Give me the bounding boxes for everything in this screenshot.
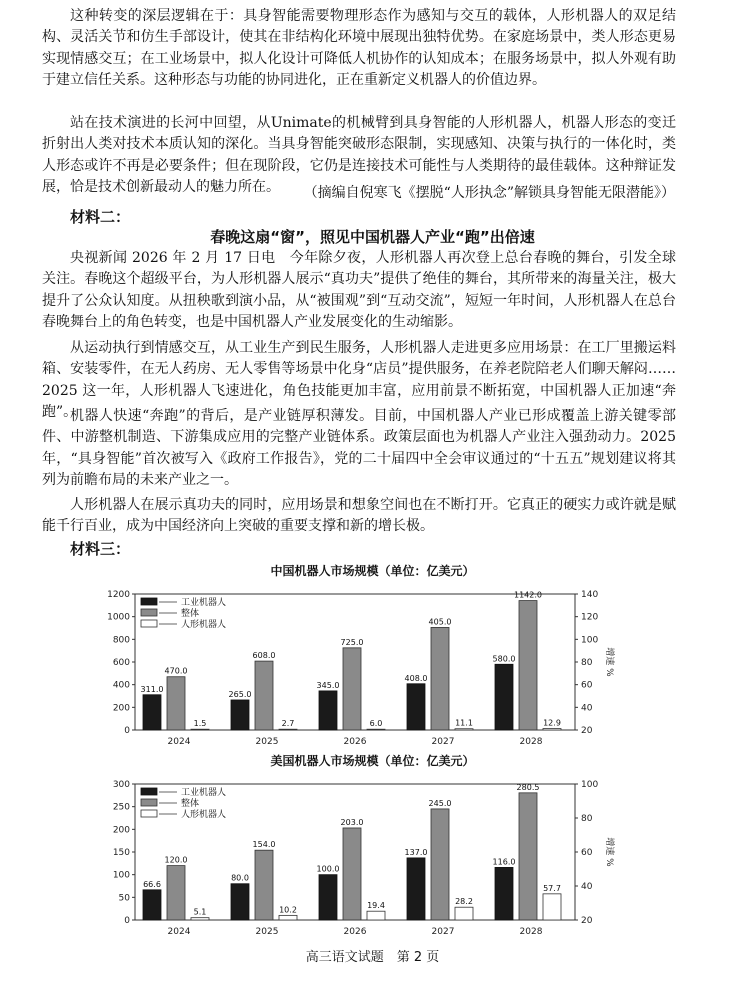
china-y2tick-label: 40 (581, 703, 593, 714)
material2-paragraph-4: 人形机器人在展示真功夫的同时，应用场景和想象空间也在不断打开。它真正的硬实力或许就是赋能千行百业，成为中国经济向上突破的重要支撑和新的增长极。 (42, 497, 676, 535)
china-bar-value-label: 580.0 (492, 654, 516, 664)
usa-bar-industrial (231, 884, 249, 920)
china-robot-market-chart (95, 580, 655, 750)
material1-source: （摘编自倪寒飞《摆脱“人形执念”解锁具身智能无限潜能》） (303, 185, 675, 201)
usa-bar-value-label: 28.2 (455, 897, 473, 907)
usa-ytick-label: 150 (112, 848, 130, 858)
china-y2tick-label: 80 (581, 658, 593, 668)
china-bar-value-label: 405.0 (428, 617, 452, 627)
china-legend-label: 工业机器人 (181, 598, 227, 608)
china-ytick-label: 0 (124, 726, 130, 736)
usa-bar-industrial (407, 858, 425, 920)
china-legend-swatch (141, 609, 157, 616)
material3-label: 材料三： (70, 540, 131, 558)
usa-bar-value-label: 120.0 (164, 855, 188, 865)
usa-category-label: 2026 (343, 927, 367, 937)
usa-bar-value-label: 100.0 (316, 864, 340, 874)
china-bar-overall (519, 601, 537, 730)
china-category-label: 2028 (519, 737, 543, 747)
usa-category-label: 2027 (431, 927, 455, 937)
usa-chart-title: 美国机器人市场规模（单位：亿美元） (270, 754, 475, 768)
usa-robot-market-chart (95, 770, 655, 940)
china-bar-industrial (495, 664, 513, 730)
china-ytick-label: 1000 (107, 612, 130, 623)
china-legend-swatch (141, 598, 157, 605)
usa-bar-humanoid (367, 911, 385, 920)
usa-bar-overall (167, 866, 185, 920)
china-y2tick-label: 140 (581, 590, 599, 600)
usa-ytick-label: 200 (112, 825, 130, 836)
usa-y2tick-label: 20 (581, 916, 593, 926)
china-bar-overall (343, 648, 361, 730)
china-category-label: 2026 (343, 737, 367, 747)
usa-bar-value-label: 80.0 (231, 873, 249, 883)
china-legend-label: 人形机器人 (181, 620, 227, 630)
usa-legend-label: 工业机器人 (181, 788, 227, 798)
china-bar-value-label: 725.0 (340, 637, 364, 647)
china-legend-swatch (141, 620, 157, 627)
china-ytick-label: 800 (112, 635, 130, 646)
usa-y2tick-label: 80 (581, 814, 593, 824)
china-chart-title: 中国机器人市场规模（单位：亿美元） (270, 564, 475, 578)
material2-paragraph-3: 机器人快速“奔跑”的背后，是产业链厚积薄发。目前，中国机器人产业已形成覆盖上游关键零部件、中游整机制造、下游集成应用的完整产业链体系。政策层面也为机器人产业注入强劲动力。2025 年，“具身智能”首次被写入《政府工作报告》，党的二十届四中全会审议通过的“十五五”规划建议将其列为前瞻布局的未来产业之一。 (42, 408, 676, 489)
page-footer: 高三语文试题 第 2 页 (305, 950, 440, 965)
china-y2tick-label: 20 (581, 726, 593, 736)
china-bar-overall (255, 661, 273, 730)
china-bar-overall (431, 627, 449, 730)
china-bar-industrial (231, 700, 249, 730)
china-bar-value-label: 11.1 (455, 718, 473, 728)
usa-y2tick-label: 100 (581, 780, 599, 790)
china-ytick-label: 1200 (107, 590, 130, 600)
china-category-label: 2027 (431, 737, 455, 747)
usa-bar-industrial (495, 867, 513, 920)
china-bar-value-label: 265.0 (228, 689, 252, 699)
usa-bar-overall (519, 793, 537, 920)
china-category-label: 2024 (167, 737, 191, 747)
usa-ytick-label: 250 (112, 802, 130, 813)
material2-title: 春晚这扇“窗”，照见中国机器人产业“跑”出倍速 (210, 228, 535, 246)
material1-paragraph-1: 这种转变的深层逻辑在于：具身智能需要物理形态作为感知与交互的载体，人形机器人的双足结构、灵活关节和仿生手部设计，使其在非结构化环境中展现出独特优势。在家庭场景中，类人形态更易实现情感交互；在工业场景中，拟人化设计可降低人机协作的认知成本；在服务场景中，拟人外观有助于建立信任关系。这种形态与功能的协同进化，正在重新定义机器人的价值边界。 (42, 8, 676, 89)
china-y2tick-label: 100 (581, 635, 599, 646)
material2-paragraph-2: 从运动执行到情感交互，从工业生产到民生服务，人形机器人走进更多应用场景：在工厂里搬运料箱、安装零件，在无人药房、无人零售等场景中化身“店员”提供服务，在养老院陪老人们聊天解闷……2025 这一年，人形机器人飞速进化，角色技能更加丰富，应用前景不断拓宽，中国机器人正加速“奔跑”。 (42, 340, 676, 421)
usa-legend-swatch (141, 810, 157, 817)
usa-bar-industrial (319, 875, 337, 920)
usa-bar-value-label: 19.4 (367, 901, 385, 911)
usa-legend-label: 人形机器人 (181, 810, 227, 820)
china-bar-humanoid (455, 729, 473, 730)
china-y2tick-label: 120 (581, 612, 599, 623)
usa-bar-humanoid (543, 894, 561, 920)
usa-bar-value-label: 66.6 (143, 879, 161, 889)
china-bar-humanoid (367, 729, 385, 730)
usa-y2tick-label: 60 (581, 848, 593, 858)
usa-bar-humanoid (279, 915, 297, 920)
china-bar-humanoid (191, 729, 209, 730)
usa-bar-value-label: 116.0 (492, 857, 516, 867)
china-ytick-label: 600 (112, 658, 130, 668)
usa-bar-overall (255, 850, 273, 920)
china-ytick-label: 200 (112, 703, 130, 714)
china-legend-label: 整体 (181, 609, 200, 619)
usa-bar-value-label: 245.0 (428, 798, 452, 808)
china-bar-humanoid (279, 729, 297, 730)
china-bar-value-label: 12.9 (543, 718, 561, 728)
china-bar-value-label: 1.5 (193, 719, 207, 729)
china-bar-value-label: 311.0 (140, 684, 164, 694)
usa-ytick-label: 300 (112, 780, 130, 790)
usa-legend-swatch (141, 799, 157, 806)
china-bar-value-label: 608.0 (252, 651, 276, 661)
china-bar-industrial (319, 691, 337, 730)
usa-bar-humanoid (191, 918, 209, 920)
material2-label: 材料二： (70, 208, 131, 226)
china-bar-industrial (407, 684, 425, 730)
china-bar-industrial (143, 695, 161, 730)
usa-legend-label: 整体 (181, 799, 200, 809)
usa-bar-value-label: 203.0 (340, 817, 364, 827)
china-y2tick-label: 60 (581, 680, 593, 691)
usa-bar-value-label: 154.0 (252, 840, 276, 850)
usa-category-label: 2025 (255, 927, 279, 937)
china-bar-value-label: 408.0 (404, 673, 428, 683)
usa-ytick-label: 100 (112, 870, 130, 881)
usa-bar-industrial (143, 890, 161, 920)
material2-paragraph-1: 央视新闻 2026 年 2 月 17 日电 今年除夕夜，人形机器人再次登上总台春晚的舞台，引发全球关注。春晚这个超级平台，为人形机器人展示“真功夫”提供了绝佳的舞台，其所带来的海量关注，极大提升了公众认知度。从扭秧歌到演小品，从“被围观”到“互动交流”，短短一年时间，人形机器人在总台春晚舞台上的角色转变，也是中国机器人产业发展变化的生动缩影。 (42, 250, 676, 331)
usa-bar-humanoid (455, 907, 473, 920)
usa-bar-overall (343, 828, 361, 920)
china-category-label: 2025 (255, 737, 279, 747)
china-bar-value-label: 1142.0 (514, 590, 542, 600)
usa-bar-value-label: 10.2 (279, 905, 297, 915)
usa-bar-value-label: 280.5 (516, 782, 540, 792)
material1-paragraph-2: 站在技术演进的长河中回望，从Unimate的机械臂到具身智能的人形机器人，机器人形态的变迁折射出人类对技术本质认知的深化。当具身智能突破形态限制，实现感知、决策与执行的一体化时，类人形态或许不再是必要条件；但在现阶段，它仍是连接技术可能性与人类期待的最佳载体。这种辩证发展，恰是技术创新最动人的魅力所在。 (42, 115, 676, 196)
usa-legend-swatch (141, 788, 157, 795)
usa-ytick-label: 50 (118, 893, 130, 904)
china-bar-value-label: 345.0 (316, 680, 340, 690)
usa-category-label: 2024 (167, 927, 191, 937)
usa-bar-overall (431, 809, 449, 920)
china-y2-axis-label: 增速 % (604, 647, 614, 677)
usa-bar-value-label: 137.0 (404, 847, 428, 857)
china-bar-overall (167, 677, 185, 730)
usa-category-label: 2028 (519, 927, 543, 937)
china-bar-value-label: 470.0 (164, 666, 188, 676)
usa-bar-value-label: 5.1 (193, 907, 207, 917)
china-bar-value-label: 2.7 (281, 719, 295, 729)
china-bar-humanoid (543, 729, 561, 730)
china-ytick-label: 400 (112, 680, 130, 691)
usa-bar-value-label: 57.7 (543, 883, 561, 893)
china-bar-value-label: 6.0 (369, 719, 383, 729)
usa-y2-axis-label: 增速 % (604, 837, 614, 867)
usa-y2tick-label: 40 (581, 882, 593, 892)
usa-ytick-label: 0 (124, 916, 130, 926)
